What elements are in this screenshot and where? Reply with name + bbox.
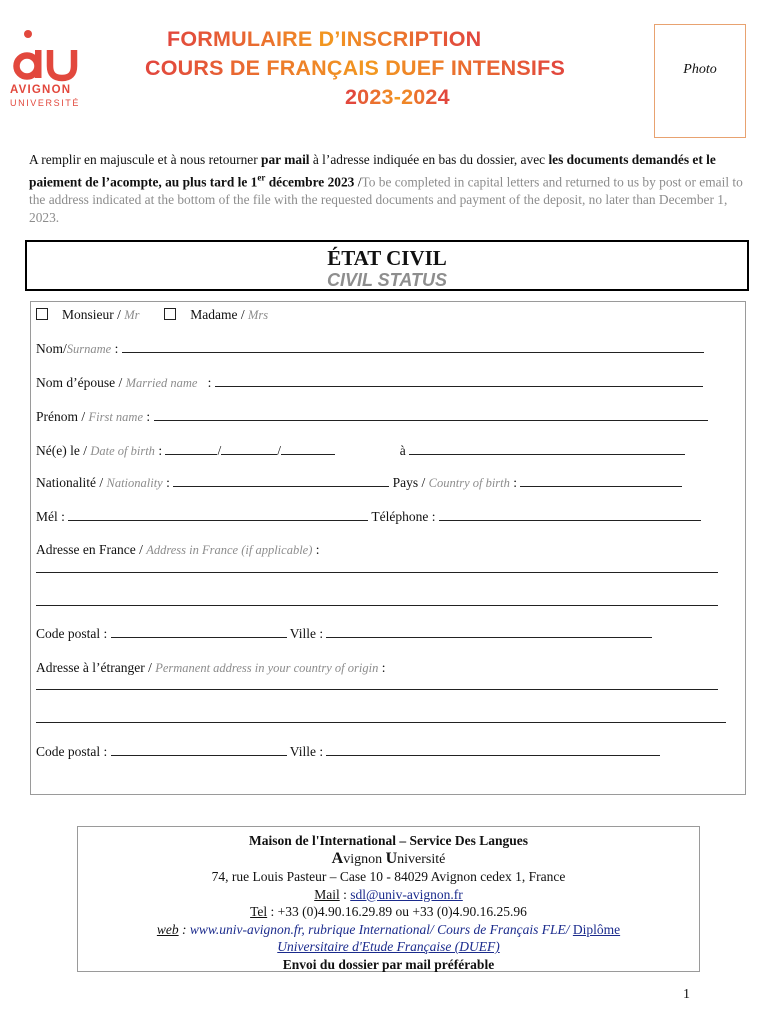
diplome-link-2[interactable]: Universitaire d'Etude Française (DUEF) (277, 939, 500, 954)
section-title-fr: ÉTAT CIVIL (327, 246, 447, 270)
logo-line-1: AVIGNON (10, 84, 72, 96)
address-france-colon: : (312, 542, 320, 557)
intro-fr-2: à l’adresse indiquée en bas du dossier, avec (309, 152, 549, 167)
telephone-field[interactable] (439, 509, 701, 521)
date-of-birth-label: Date of birth (90, 444, 155, 458)
city-france-field[interactable] (326, 626, 652, 638)
adresse-france-label: Adresse en France / (36, 542, 147, 557)
intro-fr-bold-1: par mail (261, 152, 310, 167)
birth-colon: : (154, 443, 163, 458)
photo-box[interactable] (654, 24, 746, 138)
birth-day-field[interactable] (165, 443, 217, 455)
contact-box (77, 826, 700, 972)
first-name-label: First name (88, 410, 144, 424)
mail-link[interactable]: sdl@univ-avignon.fr (350, 886, 463, 902)
logo-a-stem (35, 50, 42, 78)
web-sep: : (178, 921, 190, 937)
ne-le-label: Né(e) le / (36, 443, 91, 458)
mail-line (78, 886, 699, 904)
diplome-link-1[interactable]: Diplôme (572, 921, 621, 937)
address-abroad-colon: : (378, 660, 386, 675)
title-line-3: 2023-2024 (345, 85, 450, 109)
surname-row (36, 341, 704, 357)
address-france-label: Address in France (if applicable) (146, 543, 313, 557)
envoi-note: Envoi du dossier par mail préférable (282, 956, 495, 972)
nationalite-label: Nationalité / (36, 475, 107, 490)
birth-place-label: à (399, 443, 406, 458)
birth-year-field[interactable] (281, 443, 335, 455)
city-abroad-field[interactable] (326, 744, 660, 756)
pays-label: Pays / (392, 475, 429, 490)
tel-label: Tel (250, 904, 268, 919)
postal-address: 74, rue Louis Pasteur – Case 10 - 84029 Avignon cedex 1, France (211, 869, 566, 884)
mr-label: Mr (124, 308, 140, 322)
telephone-label: Téléphone : (371, 509, 436, 524)
section-title-en: CIVIL STATUS (326, 270, 447, 290)
univ-part-1: vignon (343, 851, 386, 867)
intro-fr-sup: er (257, 173, 266, 183)
surname-label: Surname (66, 342, 112, 356)
first-name-row (36, 409, 708, 425)
tel-line (78, 903, 699, 921)
permanent-address-label: Permanent address in your country of origin (155, 661, 379, 675)
code-postal-label-1: Code postal : (36, 626, 108, 641)
page-number: 1 (683, 987, 690, 1002)
first-name-colon: : (143, 409, 151, 424)
mail-sep: : (339, 886, 351, 902)
logo-dot (24, 30, 32, 38)
intro-paragraph (29, 151, 751, 227)
nom-epouse-label: Nom d’épouse / (36, 375, 126, 390)
birth-slash-1: / (217, 443, 222, 458)
married-name-row (36, 375, 703, 391)
title-line-2: COURS DE FRANÇAIS DUEF INTENSIFS (145, 56, 565, 80)
univ-initial-u: U (385, 849, 398, 867)
address-france-line-1[interactable] (36, 572, 718, 573)
address-france-row (36, 542, 320, 558)
surname-colon: : (111, 341, 119, 356)
address-abroad-line-2[interactable] (36, 722, 726, 723)
univ-part-2: niversité (397, 851, 446, 867)
logo-u-shape (50, 50, 74, 78)
birth-row (36, 443, 685, 459)
address-abroad-line-1[interactable] (36, 689, 718, 690)
logo-line-2: UNIVERSITÉ (10, 98, 81, 108)
web-link[interactable]: www.univ-avignon.fr (189, 921, 302, 937)
nationality-label: Nationality (106, 476, 163, 490)
intro-fr-1: A remplir en majuscule et à nous retourner (29, 152, 262, 167)
web-label: web (156, 921, 179, 937)
monsieur-checkbox[interactable] (36, 308, 48, 320)
org-name: Maison de l'International – Service Des Langues (249, 833, 528, 848)
mrs-label: Mrs (248, 308, 269, 322)
code-postal-label-2: Code postal : (36, 744, 108, 759)
surname-field[interactable] (122, 341, 704, 353)
postal-france-row (36, 626, 652, 642)
country-of-birth-field[interactable] (520, 475, 682, 487)
intro-sep: / (354, 174, 362, 190)
prenom-label: Prénom / (36, 409, 89, 424)
first-name-field[interactable] (154, 409, 708, 421)
nationality-row (36, 475, 682, 491)
mel-label: Mél : (36, 509, 65, 524)
adresse-etranger-label: Adresse à l’étranger / (36, 660, 156, 675)
postal-code-abroad-field[interactable] (111, 744, 287, 756)
logo-a-bowl (17, 56, 38, 77)
madame-label: Madame / (190, 307, 249, 322)
country-colon: : (509, 475, 518, 490)
ville-label-2: Ville : (289, 744, 324, 759)
diplome-line (78, 938, 699, 956)
birth-slash-2: / (277, 443, 281, 458)
section-civil-status (25, 240, 749, 291)
married-name-colon: : (204, 375, 212, 390)
country-of-birth-label: Country of birth (428, 476, 510, 490)
nom-label: Nom/ (36, 341, 67, 356)
email-field[interactable] (68, 509, 368, 521)
postal-code-france-field[interactable] (111, 626, 287, 638)
civil-status-form (30, 301, 746, 795)
birth-month-field[interactable] (221, 443, 277, 455)
married-name-label: Married name (125, 376, 198, 390)
married-name-field[interactable] (215, 375, 703, 387)
address-abroad-row (36, 660, 385, 676)
address-france-line-2[interactable] (36, 605, 718, 606)
nationality-colon: : (162, 475, 170, 490)
intro-fr-bold-2: les documents demandés et le paiement de l’acompte, au plus tard le 1 (29, 152, 716, 190)
birth-place-field[interactable] (409, 443, 685, 455)
monsieur-label: Monsieur / (62, 307, 125, 322)
title-line-1: FORMULAIRE D’INSCRIPTION (167, 27, 482, 51)
university-name (78, 850, 699, 869)
univ-initial-a: A (331, 849, 344, 867)
madame-checkbox[interactable] (164, 308, 176, 320)
gender-row (36, 307, 268, 323)
nationality-field[interactable] (173, 475, 389, 487)
contact-row (36, 509, 701, 525)
intro-en: To be completed in capital letters and returned to us by post or email to the address indicated at the bottom of the file with the requested documents and payment of the deposit, no later than December 1, 2023. (29, 174, 743, 226)
mail-label: Mail (314, 886, 340, 902)
tel-numbers: : +33 (0)4.90.16.29.89 ou +33 (0)4.90.16.25.96 (267, 904, 527, 919)
web-rest: , rubrique International/ Cours de Français FLE/ (301, 921, 573, 937)
ville-label-1: Ville : (289, 626, 324, 641)
photo-label: Photo (683, 62, 717, 77)
intro-fr-bold-3: décembre 2023 (265, 174, 355, 190)
postal-abroad-row (36, 744, 660, 760)
web-line (78, 921, 699, 939)
